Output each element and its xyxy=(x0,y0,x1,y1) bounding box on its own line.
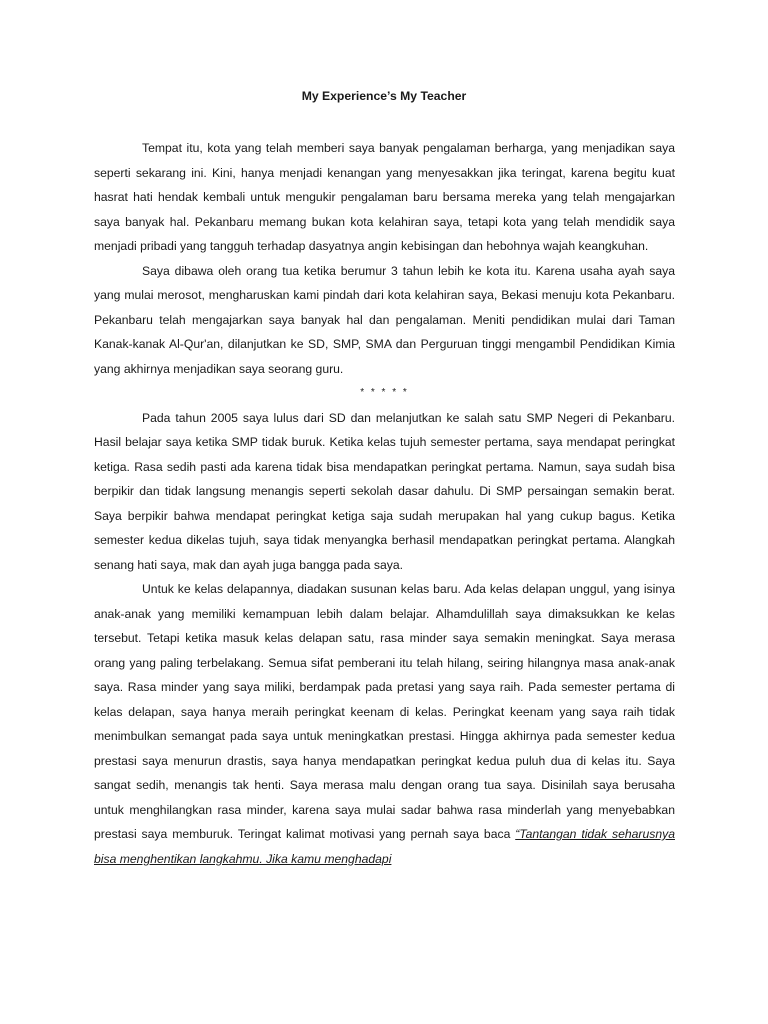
paragraph-1: Tempat itu, kota yang telah memberi saya banyak pengalaman berharga, yang menjadikan saya seperti sekarang ini. Kini, hanya menjadi kenangan yang menyesakkan jika teringat, karena begitu kuat hasrat hati hendak kembali untuk mengukir pengalaman baru bersama mereka yang telah mengajarkan saya banyak hal. Pekanbaru memang bukan kota kelahiran saya, tetapi kota yang telah mendidik saya menjadi pribadi yang tangguh terhadap dasyatnya angin kebisingan dan hebohnya wajah keangkuhan. xyxy=(94,141,675,253)
paragraph-3: Pada tahun 2005 saya lulus dari SD dan melanjutkan ke salah satu SMP Negeri di Pekanbaru. Hasil belajar saya ketika SMP tidak buruk. Ketika kelas tujuh semester pertama, saya mendapat peringkat ketiga. Rasa sedih pasti ada karena tidak bisa mendapatkan peringkat pertama. Namun, saya sudah bisa berpikir dan tidak langsung menangis seperti sekolah dasar dahulu. Di SMP persaingan semakin berat. Saya berpikir bahwa mendapat peringkat ketiga saja sudah merupakan hal yang cukup bagus. Ketika semester kedua dikelas tujuh, saya tidak menyangka berhasil mendapatkan peringkat pertama. Alangkah senang hati saya, mak dan ayah juga bangga pada saya. xyxy=(94,410,675,572)
document-body xyxy=(94,136,675,871)
paragraph-4 xyxy=(94,577,675,871)
motivation-quote: “Tantangan tidak seharusnya bisa menghentikan langkahmu. Jika kamu menghadapi xyxy=(94,827,675,866)
document-title: My Experience’s My Teacher xyxy=(301,89,467,103)
paragraph-2: Saya dibawa oleh orang tua ketika berumur 3 tahun lebih ke kota itu. Karena usaha ayah saya yang mulai merosot, mengharuskan kami pindah dari kota kelahiran saya, Bekasi menuju kota Pekanbaru. Pekanbaru telah mengajarkan saya banyak hal dan pengalaman. Meniti pendidikan mulai dari Taman Kanak-kanak Al-Qur'an, dilanjutkan ke SD, SMP, SMA dan Perguruan tinggi mengambil Pendidikan Kimia yang akhirnya menjadikan saya seorang guru. xyxy=(94,263,675,376)
paragraph-4-text: Untuk ke kelas delapannya, diadakan susunan kelas baru. Ada kelas delapan unggul, yang isinya anak-anak yang memiliki kemampuan lebih dalam belajar. Alhamdulillah saya dimaksukkan ke kelas tersebut. Tetapi ketika masuk kelas delapan satu, rasa minder saya semakin meningkat. Saya merasa orang yang paling terbelakang. Semua sifat pemberani itu telah hilang, seiring hilangnya masa anak-anak saya. Rasa minder yang saya miliki, berdampak pada pretasi yang saya raih. Pada semester pertama di kelas delapan, saya hanya meraih peringkat keenam di kelas. Peringkat keenam yang saya raih tidak menimbulkan semangat pada saya untuk meningkatkan prestasi. Hingga akhirnya pada semester kedua prestasi saya menurun drastis, saya hanya mendapatkan peringkat kedua puluh dua di kelas itu. Saya sangat sedih, menangis tak henti. Saya merasa malu dengan orang tua saya. Disinilah saya berusaha untuk menghilangkan rasa minder, karena saya mulai sadar bahwa rasa minderlah yang menyebabkan prestasi saya memburuk. Teringat kalimat motivasi yang pernah saya baca xyxy=(94,582,675,841)
section-separator: * * * * * xyxy=(360,387,409,398)
